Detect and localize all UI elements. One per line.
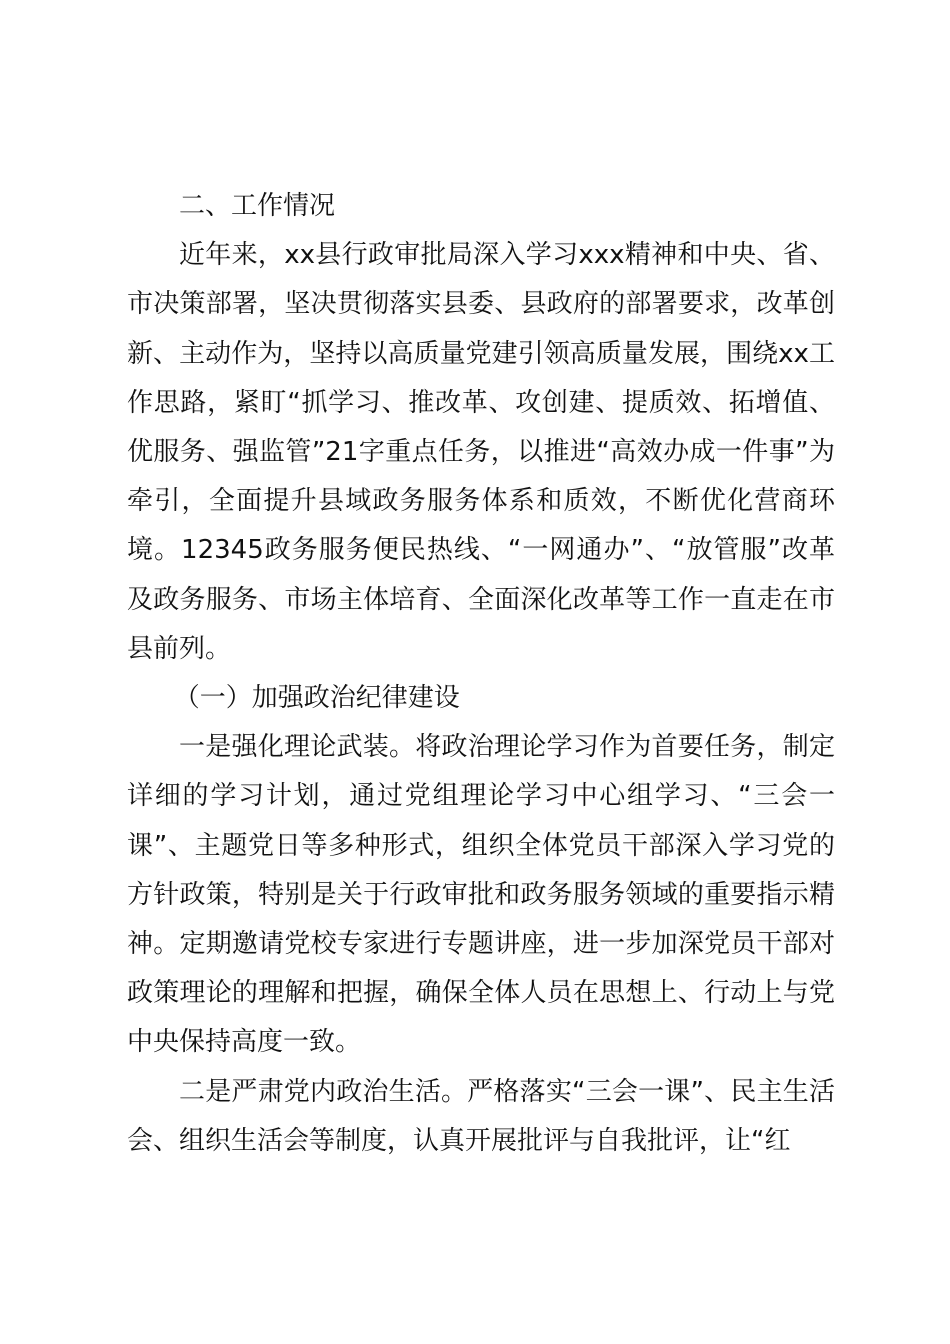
subheading-political-discipline: （一）加强政治纪律建设 — [173, 683, 460, 714]
paragraph-theory-study: 一是强化理论武装。将政治理论学习作为首要任务，制定详细的学习计划，通过党组理论学习中心组学习、“三会一课”、主题党日等多种形式，组织全体党员干部深入学习党的方针政策，特别是关于行政审批和政务服务领域的重要指示精神。定期邀请党校专家进行专题讲座，进一步加深党员干部对政策理论的理解和把握，确保全体人员在思想上、行动上与党中央保持高度一致。 — [127, 732, 835, 1058]
paragraph-work-overview: 近年来，xx县行政审批局深入学习xxx精神和中央、省、市决策部署，坚决贯彻落实县委、县政府的部署要求，改革创新、主动作为，坚持以高质量党建引领高质量发展，围绕xx工作思路，紧盯“抓学习、推改革、攻创建、提质效、拓增值、优服务、强监管”21字重点任务，以推进“高效办成一件事”为牵引，全面提升县域政务服务体系和质效，不断优化营商环境。12345政务服务便民热线、“一网通办”、“放管服”改革及政务服务、市场主体培育、全面深化改革等工作一直走在市县前列。 — [127, 240, 835, 664]
section-heading: 二、工作情况 — [179, 191, 336, 221]
paragraph-party-life: 二是严肃党内政治生活。严格落实“三会一课”、民主生活会、组织生活会等制度，认真开展批评与自我批评，让“红 — [127, 1076, 835, 1156]
document-body — [127, 182, 835, 1166]
